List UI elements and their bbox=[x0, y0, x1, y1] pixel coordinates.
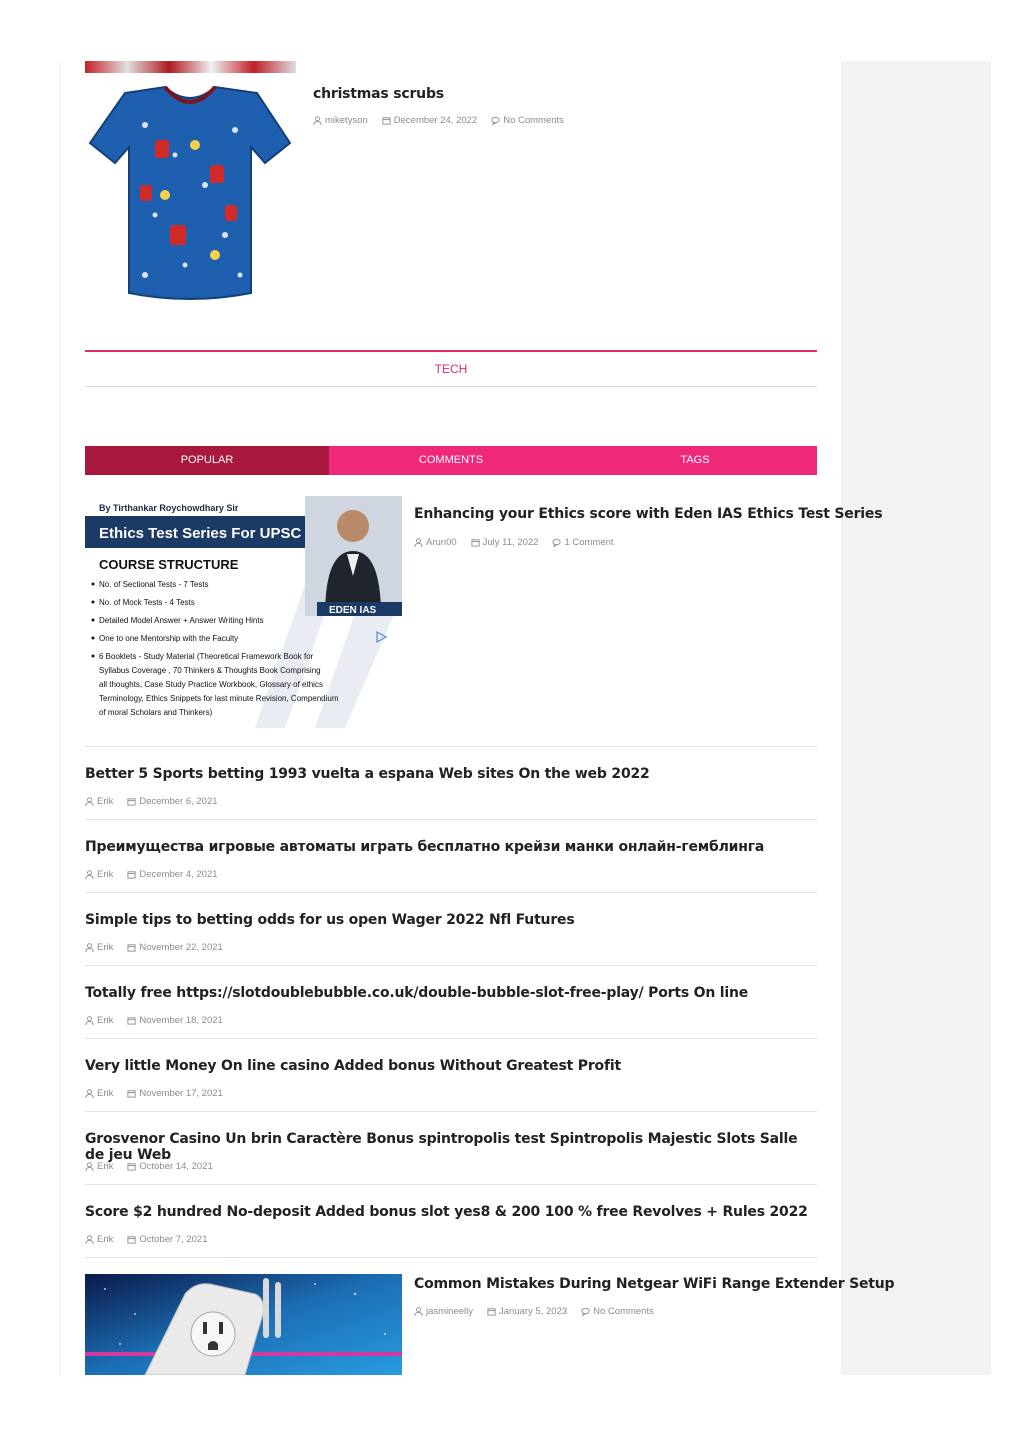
post-title[interactable]: Better 5 Sports betting 1993 vuelta a espana Web sites On the web 2022 bbox=[85, 766, 650, 782]
image-bullet: No. of Mock Tests - 4 Tests bbox=[99, 598, 195, 607]
date-text: October 14, 2021 bbox=[139, 1161, 213, 1172]
author-name[interactable]: Erik bbox=[97, 1161, 114, 1172]
list-divider bbox=[85, 1257, 817, 1259]
post-date bbox=[127, 1161, 212, 1172]
comments-text[interactable]: No Comments bbox=[593, 1306, 654, 1317]
post-author[interactable] bbox=[414, 1306, 473, 1317]
image-subheading: COURSE STRUCTURE bbox=[99, 557, 239, 572]
post-title[interactable]: Grosvenor Casino Un brin Caractère Bonus spintropolis test Spintropolis Majestic Slots Salle de jeu Web bbox=[85, 1131, 798, 1163]
tab-popular[interactable]: POPULAR bbox=[85, 446, 329, 475]
calendar-icon bbox=[382, 116, 391, 125]
calendar-icon bbox=[127, 870, 136, 879]
list-item bbox=[85, 1038, 817, 1111]
image-bullet-cont: Syllabus Coverage , 70 Thinkers & Thoughts Book Comprising bbox=[99, 666, 321, 675]
post-author[interactable] bbox=[85, 796, 113, 807]
post-meta bbox=[414, 537, 614, 548]
user-icon bbox=[414, 538, 423, 547]
post-title[interactable]: Преимущества игровые автоматы играть бесплатно крейзи манки онлайн-гемблинга bbox=[85, 839, 765, 855]
post-author[interactable] bbox=[85, 1161, 113, 1172]
author-name[interactable]: Erik bbox=[97, 1234, 114, 1245]
author-name[interactable]: Erik bbox=[97, 869, 114, 880]
calendar-icon bbox=[127, 797, 136, 806]
author-name[interactable]: Erik bbox=[97, 1015, 114, 1026]
page-left-border bbox=[60, 61, 61, 1375]
user-icon bbox=[313, 116, 322, 125]
user-icon bbox=[85, 943, 94, 952]
calendar-icon bbox=[127, 1016, 136, 1025]
user-icon bbox=[85, 1016, 94, 1025]
post-date bbox=[127, 1015, 222, 1026]
image-heading: Ethics Test Series For UPSC bbox=[99, 525, 302, 542]
date-text: November 17, 2021 bbox=[139, 1088, 223, 1099]
post-meta bbox=[313, 115, 564, 126]
post-author[interactable] bbox=[85, 869, 113, 880]
post-date bbox=[127, 869, 217, 880]
image-byline: By Tirthankar Roychowdhary Sir bbox=[99, 503, 239, 513]
image-bullet: Detailed Model Answer + Answer Writing Hints bbox=[99, 616, 264, 625]
post-meta bbox=[85, 869, 218, 880]
post-date bbox=[127, 1088, 222, 1099]
post-author[interactable] bbox=[313, 115, 368, 126]
date-text: December 4, 2021 bbox=[139, 869, 218, 880]
post-title[interactable]: Common Mistakes During Netgear WiFi Range Extender Setup bbox=[414, 1276, 895, 1292]
post-thumbnail-ethics[interactable] bbox=[85, 496, 402, 728]
calendar-icon bbox=[127, 943, 136, 952]
date-text: November 22, 2021 bbox=[139, 942, 223, 953]
list-item bbox=[85, 1111, 817, 1184]
image-brand: EDEN IAS bbox=[329, 605, 377, 616]
user-icon bbox=[85, 870, 94, 879]
post-title[interactable]: Score $2 hundred No-deposit Added bonus slot yes8 & 200 100 % free Revolves + Rules 2022 bbox=[85, 1204, 808, 1220]
image-bullet: One to one Mentorship with the Faculty bbox=[99, 634, 239, 643]
section-header-tech bbox=[85, 350, 817, 387]
author-name[interactable]: Erik bbox=[97, 796, 114, 807]
comment-icon bbox=[491, 116, 500, 125]
post-comments[interactable] bbox=[552, 537, 613, 548]
popular-post-list bbox=[85, 746, 817, 1259]
list-item bbox=[85, 746, 817, 819]
image-bullet-cont: Terminology, Ethics Snippets for last minute Revision, Compendium bbox=[99, 694, 339, 703]
tab-tags[interactable]: TAGS bbox=[680, 454, 710, 466]
post-meta bbox=[414, 1306, 654, 1317]
author-name[interactable]: miketyson bbox=[325, 115, 368, 126]
post-title[interactable]: Simple tips to betting odds for us open Wager 2022 Nfl Futures bbox=[85, 912, 575, 928]
post-author[interactable] bbox=[414, 537, 457, 548]
date-text: July 11, 2022 bbox=[482, 537, 539, 548]
calendar-icon bbox=[487, 1307, 496, 1316]
post-author[interactable] bbox=[85, 1088, 113, 1099]
date-text: December 6, 2021 bbox=[139, 796, 218, 807]
post-date bbox=[471, 537, 539, 548]
user-icon bbox=[85, 797, 94, 806]
image-bullet-cont: of moral Scholars and Thinkers) bbox=[99, 708, 213, 717]
date-text: January 5, 2023 bbox=[499, 1306, 568, 1317]
post-date bbox=[382, 115, 477, 126]
post-date bbox=[127, 942, 222, 953]
date-text: December 24, 2022 bbox=[393, 115, 478, 126]
tabs-bar bbox=[85, 446, 817, 475]
list-item bbox=[85, 819, 817, 892]
user-icon bbox=[414, 1307, 423, 1316]
post-date bbox=[487, 1306, 567, 1317]
calendar-icon bbox=[127, 1235, 136, 1244]
comment-icon bbox=[581, 1307, 590, 1316]
post-title[interactable]: Enhancing your Ethics score with Eden IAS Ethics Test Series bbox=[414, 506, 883, 522]
post-date bbox=[127, 796, 217, 807]
comments-text[interactable]: No Comments bbox=[503, 115, 564, 126]
post-meta bbox=[85, 1161, 213, 1172]
post-meta bbox=[85, 1015, 223, 1026]
comments-text[interactable]: 1 Comment bbox=[564, 537, 614, 548]
post-date bbox=[127, 1234, 207, 1245]
section-title[interactable]: TECH bbox=[434, 362, 468, 376]
user-icon bbox=[85, 1235, 94, 1244]
post-author[interactable] bbox=[85, 1015, 113, 1026]
date-text: October 7, 2021 bbox=[139, 1234, 208, 1245]
post-meta bbox=[85, 1234, 208, 1245]
author-name[interactable]: jasmineelly bbox=[426, 1306, 473, 1317]
post-author[interactable] bbox=[85, 1234, 113, 1245]
list-item bbox=[85, 892, 817, 965]
image-bullet-cont: all thoughts, Case Study Practice Workbook, Glossary of ethics bbox=[99, 680, 323, 689]
post-meta bbox=[85, 796, 218, 807]
post-title[interactable]: christmas scrubs bbox=[313, 86, 444, 102]
user-icon bbox=[85, 1089, 94, 1098]
comment-icon bbox=[552, 538, 561, 547]
author-name[interactable]: Arun00 bbox=[426, 537, 457, 548]
date-text: November 18, 2021 bbox=[139, 1015, 223, 1026]
previous-post-thumbnail[interactable] bbox=[85, 61, 296, 73]
calendar-icon bbox=[127, 1162, 136, 1171]
post-thumbnail-christmas-scrubs[interactable] bbox=[85, 85, 296, 301]
post-thumbnail-netgear[interactable] bbox=[85, 1274, 402, 1375]
post-title[interactable]: Totally free https://slotdoublebubble.co.uk/double-bubble-slot-free-play/ Ports On line bbox=[85, 985, 749, 1001]
post-comments[interactable] bbox=[581, 1306, 654, 1317]
post-title[interactable]: Very little Money On line casino Added bonus Without Greatest Profit bbox=[85, 1058, 621, 1074]
post-meta bbox=[85, 942, 223, 953]
author-name[interactable]: Erik bbox=[97, 1088, 114, 1099]
tab-comments[interactable]: COMMENTS bbox=[418, 454, 484, 466]
user-icon bbox=[85, 1162, 94, 1171]
post-meta bbox=[85, 1088, 223, 1099]
list-item bbox=[85, 965, 817, 1038]
calendar-icon bbox=[127, 1089, 136, 1098]
image-bullet: No. of Sectional Tests - 7 Tests bbox=[99, 580, 209, 589]
post-comments[interactable] bbox=[491, 115, 564, 126]
image-bullet: 6 Booklets - Study Material (Theoretical Framework Book for bbox=[99, 652, 314, 661]
author-name[interactable]: Erik bbox=[97, 942, 114, 953]
post-author[interactable] bbox=[85, 942, 113, 953]
calendar-icon bbox=[471, 538, 480, 547]
sidebar bbox=[841, 61, 991, 1375]
list-item bbox=[85, 1184, 817, 1257]
